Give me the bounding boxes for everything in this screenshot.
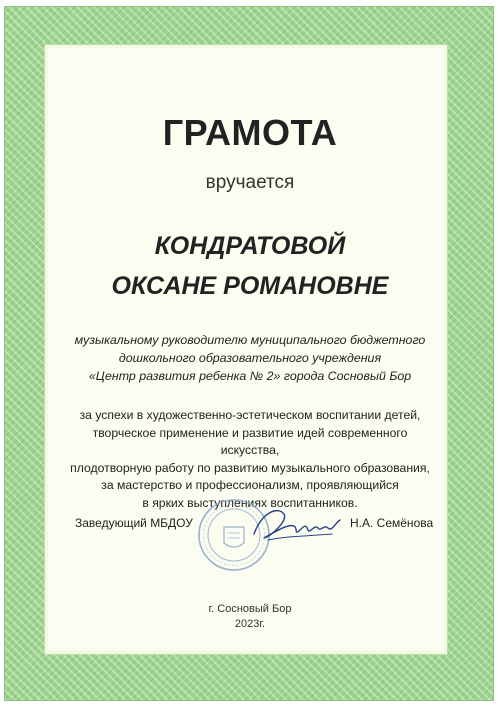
recipient-given-names: ОКСАНЕ РОМАНОВНЕ	[111, 272, 389, 300]
certificate-subtitle: вручается	[205, 172, 295, 193]
position-line: дошкольного образовательного учреждения	[118, 351, 382, 365]
reason-line: плодотворную работу по развитию музыкального образования,	[70, 460, 430, 475]
position-line: «Центр развития ребенка № 2» города Сосновый Бор	[88, 369, 412, 383]
certificate-title: ГРАМОТА	[162, 112, 338, 153]
signature-icon	[248, 500, 344, 548]
position-line: музыкальному руководителю муниципального бюджетного	[74, 333, 426, 347]
signer-name: Н.А. Семёнова	[350, 516, 434, 530]
reason-line: творческое применение и развитие идей современного искусства,	[92, 425, 408, 457]
recipient-surname: КОНДРАТОВОЙ	[154, 232, 346, 260]
signer-position: Заведующий МБДОУ	[75, 516, 193, 530]
reason-line: за мастерство и профессионализм, проявляющийся	[101, 478, 399, 492]
reason-line: в ярких выступлениях воспитанников.	[142, 495, 358, 510]
issue-city: г. Сосновый Бор	[208, 603, 292, 615]
reason-line: за успехи в художественно-эстетическом воспитании детей,	[79, 408, 421, 422]
recipient-position	[60, 331, 440, 385]
issue-year: 2023г.	[234, 618, 266, 630]
